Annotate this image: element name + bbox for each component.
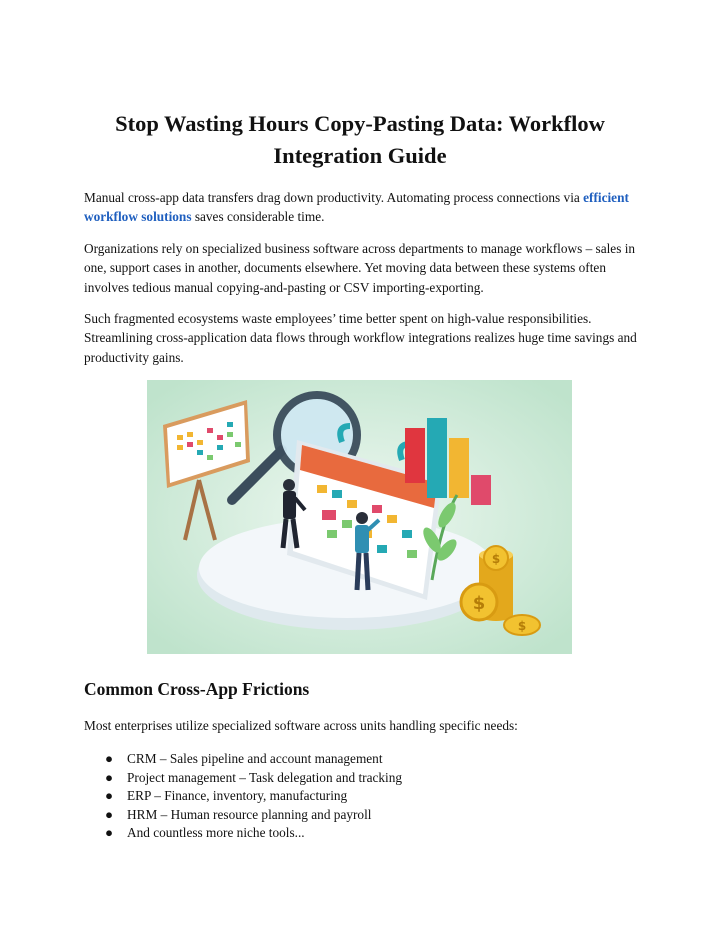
- bullet-icon: ●: [105, 769, 114, 785]
- svg-text:$: $: [491, 552, 501, 566]
- intro-paragraph: [84, 188, 644, 227]
- bullet-icon: ●: [105, 788, 114, 804]
- list-item: ● HRM – Human resource planning and payroll: [84, 806, 402, 825]
- list-item: ● And countless more niche tools...: [84, 824, 402, 843]
- svg-text:$: $: [472, 593, 486, 614]
- section-intro: Most enterprises utilize specialized software across units handling specific needs:: [84, 718, 518, 733]
- page-title: [84, 108, 636, 172]
- intro-text-after: saves considerable time.: [191, 209, 325, 225]
- svg-text:$: $: [517, 619, 527, 633]
- paragraph-2: Organizations rely on specialized business software across departments to manage workflows – sales in one, support cases in another, documents elsewhere. Yet moving data between these systems often involves tedious manual copying-and-pasting or CSV importing-exporting.: [84, 241, 636, 295]
- bullet-icon: ●: [105, 751, 114, 766]
- intro-text-before: Manual cross-app data transfers drag down productivity. Automating process connections via: [84, 190, 584, 205]
- section-heading: Common Cross-App Frictions: [84, 679, 310, 699]
- paragraph-3: Such fragmented ecosystems waste employees’ time better spent on high-value responsibilities. Streamlining cross-application data flows through workflow integrations realizes huge time savings and productivity gains.: [84, 311, 637, 365]
- workflow-illustration: [147, 380, 572, 654]
- bullet-icon: ●: [105, 806, 114, 822]
- bullet-icon: ●: [105, 825, 114, 841]
- list-item: ● ERP – Finance, inventory, manufacturing: [84, 787, 402, 806]
- list-item: ● CRM – Sales pipeline and account management: [84, 750, 402, 769]
- workflow-solutions-link[interactable]: efficient workflow solutions: [84, 190, 629, 225]
- title-line-2: Integration Guide: [273, 143, 447, 168]
- list-item: ● Project management – Task delegation and tracking: [84, 769, 402, 788]
- title-line-1: Stop Wasting Hours Copy-Pasting Data: Workflow: [115, 111, 605, 136]
- bullet-list: [84, 750, 402, 843]
